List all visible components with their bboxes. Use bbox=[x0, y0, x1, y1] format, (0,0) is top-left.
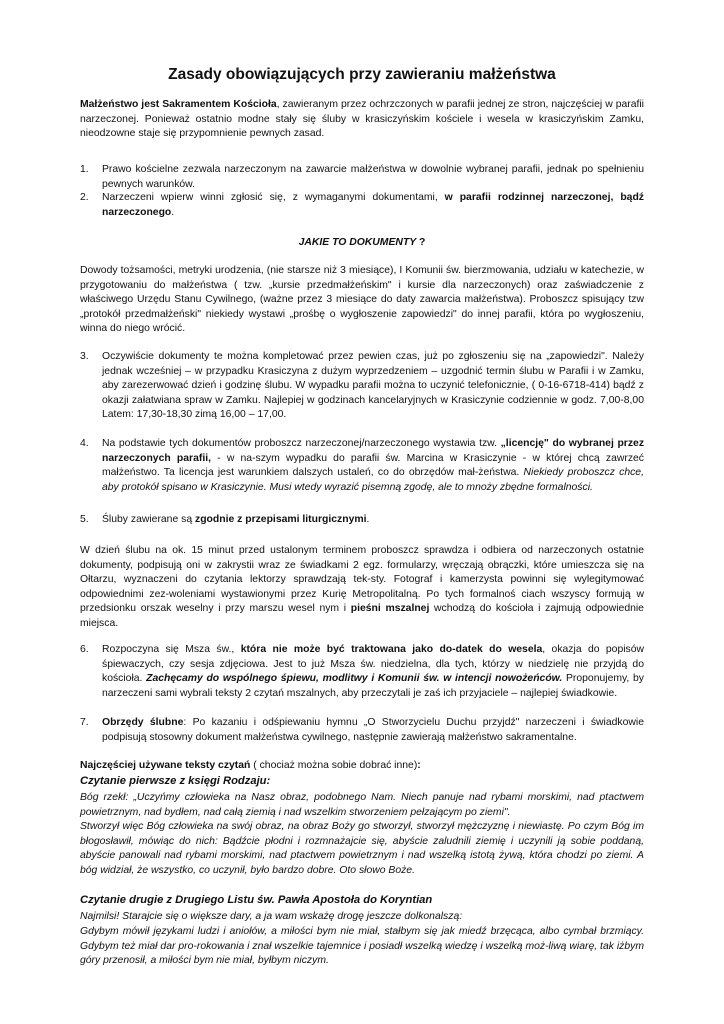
intro-bold: Małżeństwo jest Sakramentem Kościoła bbox=[80, 99, 277, 110]
documents-paragraph: Dowody tożsamości, metryki urodzenia, (nie starsze niż 3 miesiące), I Komunii św. bierzmowania, udziału w katechezie, w przygotowaniu do małżeństwa ( tzw. „kursie przedmałżeńskim" i kursie dla narzeczonych) oraz zaświadczenie z właściwego Urzędu Stanu Cywilnego, (ważne przez 3 miesiące do daty zawarcia małżeństwa). Proboszcz spisujący tzw „protokół przedmałżeński" niekiedy wystawi „prośbę o wygłoszenie zapowiedzi" do innej parafii, która po wygłoszeniu, winna do niego wrócić. bbox=[80, 265, 644, 335]
documents-heading-italic: JAKIE TO DOKUMENTY bbox=[298, 237, 417, 248]
list-number: 2. bbox=[80, 192, 89, 203]
list-text: Oczywiście dokumenty te można kompletować przez pewien czas, już po zgłoszeniu się na „zapowiedzi". Należy jednak wcześniej – w przypadku Krasiczyna z dużym wyprzedzeniem – uzgodnić termin ślubu w Parafii i w Zamku, aby zarezerwować dzień i godzinę ślubu. W wypadku parafii można to uczynić telefonicznie, ( 0-16-6718-414) bądź z okazji załatwiana spraw w Zamku. Najlepiej w godzinach kancelaryjnych w Krasiczynie codziennie w godz. 7,00-8,00 Latem: 17,30-18,30 zimą 16,00 – 17,00. bbox=[102, 351, 644, 421]
list-text bbox=[102, 716, 644, 745]
readings-heading-bold: Najczęściej używane teksty czytań bbox=[80, 760, 251, 771]
list-number: 7. bbox=[80, 717, 89, 728]
list-number: 4. bbox=[80, 438, 89, 449]
list-text-part: Na podstawie tych dokumentów proboszcz narzeczonej/narzeczonego wystawia tzw. bbox=[102, 438, 501, 449]
list-item-4 bbox=[80, 437, 644, 495]
reading-2-title: Czytanie drugie z Drugiego Listu św. Pawła Apostoła do Koryntian bbox=[80, 894, 433, 906]
documents-heading bbox=[80, 236, 644, 251]
list-text-part: : Po kazaniu i odśpiewaniu hymnu „O Stworzycielu Duchu przyjdź" narzeczeni i świadkowie podpisują stosowny dokument małżeństwa cywilnego, następnie zawierają małżeństwo sakramentalne. bbox=[102, 717, 644, 743]
readings-heading-end: : bbox=[417, 760, 421, 771]
list-item-5 bbox=[80, 513, 644, 528]
list-text-end: Proponujemy, by narzeczeni sami wybrali teksty 2 czytań mszalnych, aby przeczytali je zaś ich przyjaciele – najlepiej świadkowie. bbox=[102, 673, 644, 699]
list-text-bold: zgodnie z przepisami liturgicznymi bbox=[195, 514, 367, 525]
list-item-7 bbox=[80, 716, 644, 745]
list-text bbox=[102, 643, 644, 701]
list-text-part: Śluby zawierane są bbox=[102, 514, 195, 525]
list-text: Prawo kościelne zezwala narzeczonym na zawarcie małżeństwa w dowolnie wybranej parafii, jednak po spełnieniu pewnych warunków. bbox=[102, 164, 644, 190]
list-item-6 bbox=[80, 643, 644, 701]
list-item-1 bbox=[80, 163, 644, 192]
list-number: 6. bbox=[80, 644, 89, 655]
list-text bbox=[102, 437, 644, 495]
reading-1-paragraph-1: Bóg rzekł: „Uczyńmy człowieka na Nasz obraz, podobnego Nam. Niech panuje nad rybami morskimi, nad ptactwem powietrznym, nad bydłem, nad całą ziemią i nad wszelkim stworzeniem pełzającym po ziemi". bbox=[80, 792, 644, 818]
page-title: Zasady obowiązujących przy zawieraniu małżeństwa bbox=[168, 66, 556, 83]
reading-1-paragraph-2: Stworzył więc Bóg człowieka na swój obraz, na obraz Boży go stworzył, stworzył mężczyznę i niewiastę. Po czym Bóg im błogosławił, mówiąc do nich: Bądźcie płodni i rozmnażajcie się, abyście zaludnili ziemię i uczynili ją sobie poddaną, abyście panowali nad rybami morskimi, nad ptactwem powietrznym i nad wszelką istotą żywą, która chodzi po ziemi. A bóg widział, że wszystko, co uczynił, było bardzo dobre. Oto słowo Boże. bbox=[80, 821, 644, 876]
list-text-part: Rozpoczyna się Msza św., bbox=[102, 644, 241, 655]
list-item-2 bbox=[80, 191, 644, 220]
list-text-bold-italic: Zachęcamy do wspólnego śpiewu, modlitwy i Komunii św. w intencji nowożeńców. bbox=[146, 673, 563, 685]
list-text bbox=[102, 513, 644, 528]
intro-text: , zawieranym przez ochrzczonych w parafii jednej ze stron, najczęściej w parafii narzeczonej. Ponieważ ostatnio modne stały się śluby w krasiczyńskim kościele i wesela w krasiczyńskim Zamku, nieodzowne staje się przypomnienie pewnych zasad. bbox=[80, 99, 644, 140]
intro-paragraph bbox=[80, 98, 644, 142]
wedding-day-rest: wchodzą do kościoła i zajmują odpowiednie miejsca. bbox=[80, 603, 644, 629]
list-text-rest: , okazja do popisów śpiewaczych, czy sesja zdjęciowa. Jest to już Msza św. niedzielna, dla tych, którzy w niedzielę nie przyjdą do kościoła. bbox=[102, 644, 645, 685]
list-text-italic: Niekiedy proboszcz chce, aby protokół spisano w Krasiczynie. Musi wtedy wyrazić pisemną zgodę, ale to mnoży zbędne formalności. bbox=[102, 467, 644, 493]
reading-1-title: Czytanie pierwsze z księgi Rodzaju: bbox=[80, 775, 271, 787]
list-number: 3. bbox=[80, 351, 89, 362]
wedding-day-text: W dzień ślubu na ok. 15 minut przed ustalonym terminem proboszcz sprawdza i odbiera od narzeczonych ostatnie dokumenty, podpisują oni w zakrystii wraz ze świadkami 2 egz. formularzy, wręczają obrączki, które umieszcza się na Ołtarzu, wyznaczeni do czytania lektorzy sprawdzają tek-sty. Fotograf i kamerzysta powinni się wylegitymować odpowiednimi zez-woleniami wystawionymi przez Kurię Metropolitalną. Po tych formalnoś ciach wszyscy formują w przedsionku orszak weselny i przy marszu wesel nym i bbox=[80, 545, 644, 615]
list-number: 5. bbox=[80, 514, 89, 525]
list-number: 1. bbox=[80, 164, 89, 175]
list-text-bold: Obrzędy ślubne bbox=[102, 717, 184, 728]
reading-2-paragraph-1: Najmilsi! Starajcie się o większe dary, a ja wam wskażę drogę jeszcze dolkonalszą: bbox=[80, 911, 463, 922]
list-text-rest: - w na-szym wypadku do parafii św. Marcina w Krasiczynie - w której chcą zawrzeć małżeństwo. Ta licencja jest warunkiem dalszych ustaleń, co do obrzędów mał-żeństwa. bbox=[102, 452, 644, 479]
wedding-day-paragraph bbox=[80, 544, 644, 632]
list-item-3 bbox=[80, 350, 644, 423]
list-text-part: Narzeczeni wpierw winni zgłosić się, z wymaganymi dokumentami, bbox=[102, 192, 445, 203]
list-text-bold: w parafii rodzinnej narzeczonej, bądź narzeczonego bbox=[102, 192, 644, 218]
documents-heading-end: ? bbox=[416, 237, 426, 248]
list-text-bold: „licencję" do wybranej przez narzeczonych parafii, bbox=[102, 438, 645, 464]
readings-heading-rest: ( chociaż można sobie dobrać inne) bbox=[250, 760, 418, 771]
list-text-end: . bbox=[366, 514, 370, 525]
list-text-end: . bbox=[171, 206, 175, 218]
list-text-bold: która nie może być traktowana jako do-datek do wesela bbox=[240, 644, 543, 655]
wedding-day-bold: pieśni mszalnej bbox=[350, 603, 430, 615]
reading-2-paragraph-2: Gdybym mówił językami ludzi i aniołów, a miłości bym nie miał, stałbym się jak miedź brzęcąca, albo cymbał brzmiący. Gdybym też miał dar pro-rokowania i znał wszelkie tajemnice i posiadł wszelką wiedzę i wszelką moż-liwą wiarę, tak iżbym góry przenosił, a miłości bym nie miał, byłbym niczym. bbox=[80, 926, 644, 967]
list-text bbox=[102, 191, 644, 220]
readings-heading bbox=[80, 759, 644, 774]
